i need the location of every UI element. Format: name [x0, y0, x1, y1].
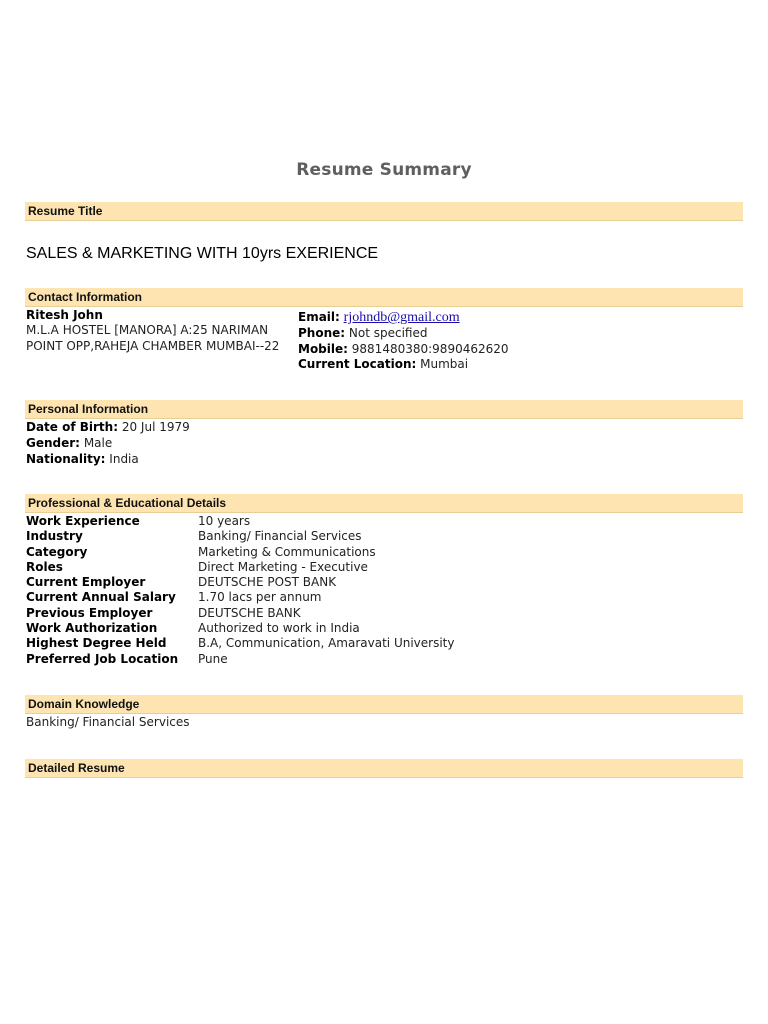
- detail-label: Highest Degree Held: [26, 636, 167, 651]
- detail-value: Marketing & Communications: [198, 544, 376, 559]
- dob-row: [26, 420, 190, 436]
- table-row: [26, 514, 454, 529]
- professional-details-table: [26, 514, 454, 667]
- detail-label: Preferred Job Location: [26, 651, 179, 666]
- phone-row: [298, 326, 427, 342]
- detail-label: Category: [26, 544, 88, 559]
- nationality-value: India: [109, 452, 139, 466]
- section-header-personal: Personal Information: [25, 400, 743, 419]
- mobile-value: 9881480380:9890462620: [351, 342, 509, 356]
- detail-value: Authorized to work in India: [198, 621, 360, 636]
- mobile-row: [298, 342, 509, 358]
- dob-label: Date of Birth:: [26, 420, 119, 434]
- detail-value: Pune: [198, 651, 228, 666]
- contact-address: M.L.A HOSTEL [MANORA] A:25 NARIMAN POINT OPP,RAHEJA CHAMBER MUMBAI--22: [26, 323, 280, 353]
- phone-label: Phone:: [298, 326, 346, 340]
- nationality-label: Nationality:: [26, 452, 106, 466]
- domain-knowledge-value: Banking/ Financial Services: [26, 715, 190, 729]
- detail-label: Work Authorization: [26, 621, 158, 636]
- nationality-row: [26, 452, 139, 468]
- document-title: Resume Summary: [296, 160, 472, 180]
- table-row: [26, 636, 454, 651]
- email-link[interactable]: rjohndb@gmail.com: [343, 310, 460, 325]
- table-row: [26, 545, 454, 560]
- table-row: [26, 606, 454, 621]
- table-row: [26, 529, 454, 544]
- gender-value: Male: [83, 436, 113, 450]
- email-row: [298, 310, 460, 326]
- detail-value: 1.70 lacs per annum: [198, 590, 322, 605]
- table-row: [26, 560, 454, 575]
- detail-label: Roles: [26, 559, 63, 574]
- detail-label: Work Experience: [26, 514, 140, 528]
- resume-title-value: SALES & MARKETING WITH 10yrs EXERIENCE: [26, 245, 379, 262]
- detail-value: B.A, Communication, Amaravati University: [198, 636, 455, 651]
- table-row: [26, 590, 454, 605]
- phone-value: Not specified: [348, 326, 428, 340]
- section-header-resume-title: Resume Title: [25, 202, 743, 221]
- detail-value: DEUTSCHE POST BANK: [198, 575, 337, 590]
- detail-label: Industry: [26, 529, 83, 544]
- table-row: [26, 575, 454, 590]
- section-header-professional: Professional & Educational Details: [25, 494, 743, 513]
- detail-label: Previous Employer: [26, 605, 153, 620]
- table-row: [26, 621, 454, 636]
- location-label: Current Location:: [298, 357, 417, 371]
- detail-value: Direct Marketing - Executive: [198, 559, 368, 574]
- location-row: [298, 357, 468, 373]
- section-header-domain: Domain Knowledge: [25, 695, 743, 714]
- gender-label: Gender:: [26, 436, 80, 450]
- email-label: Email:: [298, 310, 340, 324]
- contact-name: Ritesh John: [26, 308, 103, 322]
- detail-value: DEUTSCHE BANK: [198, 605, 301, 620]
- section-header-detailed: Detailed Resume: [25, 759, 743, 778]
- location-value: Mumbai: [420, 357, 469, 371]
- detail-label: Current Annual Salary: [26, 590, 176, 605]
- mobile-label: Mobile:: [298, 342, 348, 356]
- detail-value: 10 years: [198, 514, 251, 528]
- dob-value: 20 Jul 1979: [121, 420, 190, 434]
- detail-label: Current Employer: [26, 575, 146, 590]
- gender-row: [26, 436, 112, 452]
- detail-value: Banking/ Financial Services: [198, 529, 362, 544]
- section-header-contact: Contact Information: [25, 288, 743, 307]
- table-row: [26, 652, 454, 667]
